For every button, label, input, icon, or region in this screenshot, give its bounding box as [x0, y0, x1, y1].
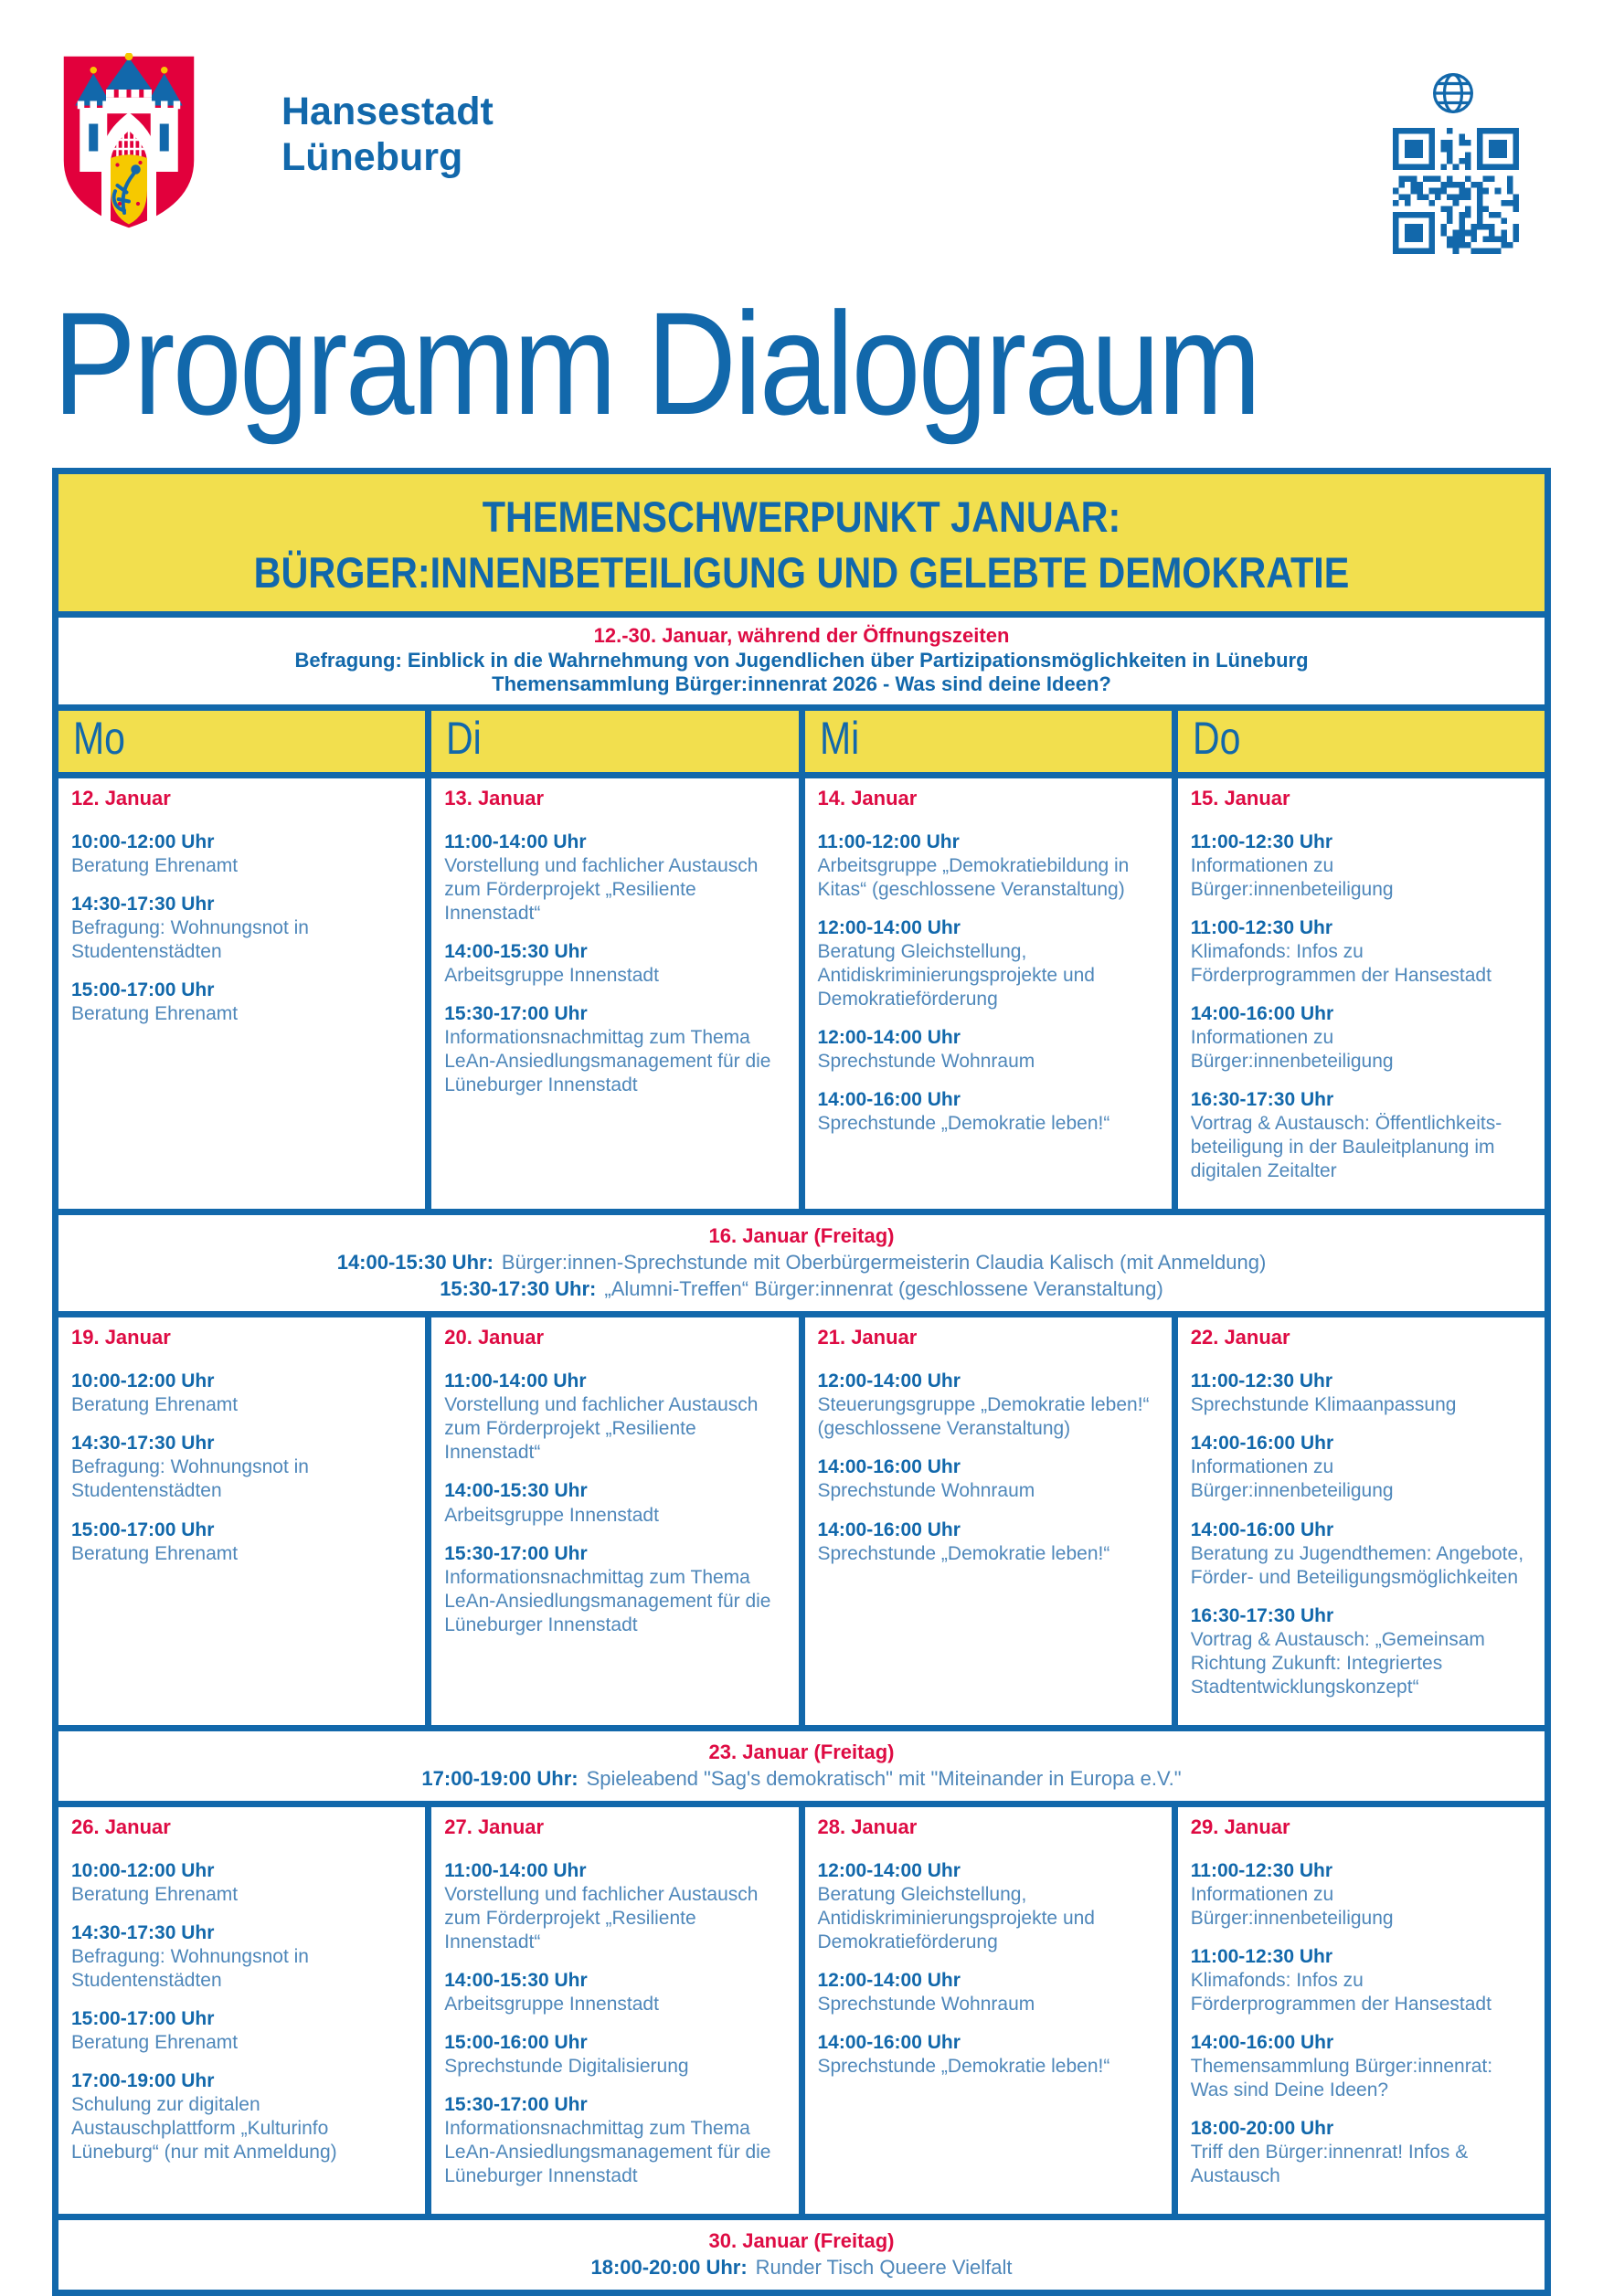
event-time: 11:00-12:30 Uhr	[1190, 831, 1333, 852]
intro-dates-line: 12.-30. Januar, während der Öffnungszeiten	[593, 624, 1010, 648]
date-label: 27. Januar	[444, 1815, 545, 1838]
day-header-di	[431, 711, 798, 772]
event	[1191, 916, 1532, 988]
event-desc: Informationsnachmittag zum Thema LeAn-Ansiedlungsmanagement für die Lüneburger Innenstadt	[444, 1566, 771, 1635]
event-time: 11:00-12:00 Uhr	[817, 831, 960, 852]
event	[818, 1026, 1159, 1074]
event-time: 11:00-12:30 Uhr	[1190, 1859, 1333, 1881]
event-desc: Themensammlung Bürger:innenrat: Was sind Deine Ideen?	[1190, 2056, 1493, 2101]
event	[71, 979, 412, 1026]
event	[818, 1370, 1159, 1441]
day-cell	[805, 1317, 1172, 1724]
event-time: 11:00-14:00 Uhr	[444, 831, 587, 852]
event	[444, 1969, 785, 2016]
friday-event-desc: Spieleabend "Sag's demokratisch" mit "Miteinander in Europa e.V."	[586, 1766, 1182, 1790]
event-time: 10:00-12:00 Uhr	[71, 831, 215, 852]
event-desc: Beratung Ehrenamt	[71, 2031, 239, 2053]
event	[1191, 1370, 1532, 1417]
event	[444, 940, 785, 988]
day-cell	[431, 1317, 798, 1724]
event-time: 14:00-16:00 Uhr	[817, 1089, 961, 1111]
event-desc: Beratung Ehrenamt	[71, 1394, 239, 1416]
event	[1191, 831, 1532, 902]
event	[818, 2031, 1159, 2079]
day-header-mo	[58, 711, 425, 772]
event-time: 11:00-12:30 Uhr	[1190, 1370, 1333, 1392]
org-name	[281, 90, 494, 181]
friday-line	[68, 2254, 1535, 2280]
event	[1191, 1002, 1532, 1074]
event-time: 14:00-16:00 Uhr	[1190, 2031, 1334, 2053]
day-cell	[431, 778, 798, 1209]
friday-banner	[58, 2220, 1545, 2290]
event-time: 14:00-15:30 Uhr	[444, 940, 588, 962]
friday-event-desc: Bürger:innen-Sprechstunde mit Oberbürgermeisterin Claudia Kalisch (mit Anmeldung)	[501, 1251, 1267, 1275]
event-time: 14:30-17:30 Uhr	[71, 893, 215, 915]
qr-code	[1393, 128, 1519, 254]
event-desc: Schulung zur digitalen Austauschplattform „Kulturinfo Lüneburg“ (nur mit Anmeldung)	[71, 2094, 337, 2164]
event-desc: Arbeitsgruppe Innenstadt	[444, 965, 659, 987]
event-desc: Befragung: Wohnungsnot in Studentenstädten	[71, 1945, 309, 1991]
event	[444, 1002, 785, 1097]
event	[71, 1921, 412, 1993]
event	[71, 1859, 412, 1907]
event-time: 15:30-17:00 Uhr	[444, 1003, 588, 1025]
friday-title: 23. Januar (Freitag)	[708, 1740, 895, 1763]
event	[444, 1479, 785, 1527]
friday-line	[68, 1765, 1535, 1792]
event	[818, 831, 1159, 902]
event-time: 12:00-14:00 Uhr	[817, 1969, 961, 1991]
event-time: 16:30-17:30 Uhr	[1190, 1604, 1334, 1626]
day-header-label: Do	[1192, 713, 1241, 765]
day-cell	[1178, 1807, 1545, 2214]
day-cell	[1178, 1317, 1545, 1724]
event-desc: Vortrag & Austausch: „Gemeinsam Richtung Zukunft: Integriertes Stadtentwicklungskonzept“	[1190, 1628, 1485, 1698]
event	[71, 1432, 412, 1503]
day-header-do	[1178, 711, 1545, 772]
event-time: 15:00-16:00 Uhr	[444, 2031, 588, 2053]
event	[71, 2069, 412, 2164]
event-desc: Steuerungsgruppe „Demokratie leben!“ (geschlossene Veranstaltung)	[817, 1394, 1150, 1440]
schedule-table	[52, 468, 1551, 2296]
event-desc: Vorstellung und fachlicher Austausch zum Förderprojekt „Resiliente Innenstadt“	[444, 1883, 759, 1952]
event-time: 12:00-14:00 Uhr	[817, 1027, 961, 1049]
friday-event-time: 17:00-19:00 Uhr:	[421, 1766, 579, 1790]
event-time: 16:30-17:30 Uhr	[1190, 1089, 1334, 1111]
event-time: 12:00-14:00 Uhr	[817, 916, 961, 938]
day-header-row	[58, 711, 1545, 772]
date-label: 21. Januar	[817, 1326, 918, 1349]
event	[71, 831, 412, 878]
event-time: 11:00-14:00 Uhr	[444, 1859, 587, 1881]
event	[818, 1088, 1159, 1136]
event-desc: Arbeitsgruppe „Demokratiebildung in Kitas“ (geschlossene Veranstaltung)	[817, 854, 1130, 900]
event-time: 14:00-15:30 Uhr	[444, 1480, 588, 1502]
event-time: 15:30-17:00 Uhr	[444, 1542, 588, 1564]
event-time: 15:00-17:00 Uhr	[71, 979, 215, 1001]
date-label: 14. Januar	[817, 786, 918, 809]
friday-title: 30. Januar (Freitag)	[708, 2229, 895, 2253]
event-desc: Befragung: Wohnungsnot in Studentenstädten	[71, 1456, 309, 1502]
friday-banner	[58, 1731, 1545, 1801]
event-time: 12:00-14:00 Uhr	[817, 1370, 961, 1392]
event-time: 14:00-16:00 Uhr	[817, 1456, 961, 1478]
event-desc: Sprechstunde Klimaanpassung	[1190, 1394, 1457, 1416]
friday-event-time: 15:30-17:30 Uhr:	[440, 1277, 597, 1301]
event-desc: Beratung Ehrenamt	[71, 1883, 239, 1905]
day-header-label: Mi	[819, 713, 859, 765]
event	[1191, 1604, 1532, 1699]
event-desc: Sprechstunde „Demokratie leben!“	[817, 1113, 1110, 1135]
event-desc: Beratung Gleichstellung, Antidiskriminierungsprojekte und Demokratieförderung	[817, 940, 1095, 1010]
event-time: 10:00-12:00 Uhr	[71, 1370, 215, 1392]
event	[818, 1859, 1159, 1954]
event-desc: Arbeitsgruppe Innenstadt	[444, 1993, 659, 2015]
page-title: Programm Dialograum	[53, 281, 1259, 445]
date-label: 29. Januar	[1190, 1815, 1290, 1838]
event-time: 14:00-15:30 Uhr	[444, 1969, 588, 1991]
friday-line	[68, 1275, 1535, 1302]
org-name-line1: Hansestadt	[281, 90, 494, 133]
event-desc: Befragung: Wohnungsnot in Studentenstädten	[71, 916, 309, 962]
friday-event-time: 18:00-20:00 Uhr:	[590, 2256, 748, 2280]
event-time: 14:30-17:30 Uhr	[71, 1921, 215, 1943]
day-cell	[58, 778, 425, 1209]
friday-line	[68, 1249, 1535, 1275]
org-name-line2: Lüneburg	[281, 134, 463, 179]
event-time: 12:00-14:00 Uhr	[817, 1859, 961, 1881]
event	[71, 893, 412, 964]
event-desc: Beratung Ehrenamt	[71, 854, 239, 876]
theme-banner-line2: BÜRGER:INNENBETEILIGUNG UND GELEBTE DEMOKRATIE	[253, 548, 1350, 598]
event-desc: Sprechstunde Digitalisierung	[444, 2056, 689, 2078]
event-desc: Beratung Ehrenamt	[71, 1542, 239, 1564]
event-desc: Informationsnachmittag zum Thema LeAn-Ansiedlungsmanagement für die Lüneburger Innenstadt	[444, 2118, 771, 2187]
event-time: 11:00-12:30 Uhr	[1190, 916, 1333, 938]
event	[1191, 1432, 1532, 1503]
theme-banner	[58, 474, 1545, 611]
event-desc: Klimafonds: Infos zu Förderprogrammen der Hansestadt	[1190, 940, 1492, 987]
event	[444, 2093, 785, 2188]
lueneburg-city-crest-logo	[60, 53, 197, 231]
event	[444, 1859, 785, 1954]
event	[818, 1518, 1159, 1566]
day-cell	[805, 778, 1172, 1209]
event-desc: Vortrag & Austausch: Öffentlichkeits-beteiligung in der Bauleitplanung im digitalen Zeitalter	[1190, 1113, 1502, 1182]
event-desc: Sprechstunde Wohnraum	[817, 1993, 1035, 2015]
event-desc: Beratung Gleichstellung, Antidiskriminierungsprojekte und Demokratieförderung	[817, 1883, 1095, 1952]
event	[444, 2031, 785, 2079]
intro-befragung-line: Befragung: Einblick in die Wahrnehmung von Jugendlichen über Partizipationsmöglichkeiten in Lüneburg	[294, 648, 1309, 672]
event	[1191, 1945, 1532, 2016]
event-time: 11:00-12:30 Uhr	[1190, 1945, 1333, 1967]
event	[444, 1370, 785, 1465]
day-cell	[431, 1807, 798, 2214]
date-label: 28. Januar	[817, 1815, 918, 1838]
week-row	[58, 1807, 1545, 2214]
day-cell	[58, 1807, 425, 2214]
week-row	[58, 778, 1545, 1209]
event-time: 14:00-16:00 Uhr	[1190, 1433, 1334, 1455]
event-desc: Arbeitsgruppe Innenstadt	[444, 1504, 659, 1526]
day-cell	[805, 1807, 1172, 2214]
event-desc: Sprechstunde „Demokratie leben!“	[817, 1542, 1110, 1564]
event-time: 11:00-14:00 Uhr	[444, 1370, 587, 1392]
event	[71, 1370, 412, 1417]
date-label: 22. Januar	[1190, 1326, 1290, 1349]
event-desc: Informationen zu Bürger:innenbeteiligung	[1190, 1883, 1394, 1929]
friday-title: 16. Januar (Freitag)	[708, 1224, 895, 1248]
day-header-label: Di	[446, 713, 482, 765]
event-time: 15:00-17:00 Uhr	[71, 1518, 215, 1540]
intro-themensammlung-line: Themensammlung Bürger:innenrat 2026 - Was sind deine Ideen?	[492, 672, 1111, 695]
event	[71, 1518, 412, 1566]
event-time: 14:00-16:00 Uhr	[817, 2031, 961, 2053]
header	[58, 48, 1551, 285]
week-row	[58, 1317, 1545, 1724]
event-time: 15:30-17:00 Uhr	[444, 2094, 588, 2116]
event-desc: Sprechstunde Wohnraum	[817, 1480, 1035, 1502]
event-desc: Beratung Ehrenamt	[71, 1003, 239, 1025]
event	[1191, 1088, 1532, 1183]
event-time: 14:00-16:00 Uhr	[1190, 1003, 1334, 1025]
date-label: 26. Januar	[71, 1815, 171, 1838]
event-desc: Informationen zu Bürger:innenbeteiligung	[1190, 1456, 1394, 1502]
event	[444, 1542, 785, 1637]
event-desc: Sprechstunde Wohnraum	[817, 1051, 1035, 1073]
event-time: 10:00-12:00 Uhr	[71, 1859, 215, 1881]
event-desc: Klimafonds: Infos zu Förderprogrammen der Hansestadt	[1190, 1969, 1492, 2015]
event-desc: Informationen zu Bürger:innenbeteiligung	[1190, 854, 1394, 900]
date-label: 13. Januar	[444, 786, 545, 809]
event	[1191, 2031, 1532, 2102]
event-desc: Vorstellung und fachlicher Austausch zum Förderprojekt „Resiliente Innenstadt“	[444, 1394, 759, 1464]
event-desc: Sprechstunde „Demokratie leben!“	[817, 2056, 1110, 2078]
day-cell	[58, 1317, 425, 1724]
friday-event-desc: „Alumni-Treffen“ Bürger:innenrat (geschlossene Veranstaltung)	[604, 1277, 1163, 1301]
date-label: 15. Januar	[1190, 786, 1290, 809]
date-label: 20. Januar	[444, 1326, 545, 1349]
event-time: 14:30-17:30 Uhr	[71, 1433, 215, 1455]
date-label: 12. Januar	[71, 786, 171, 809]
event	[818, 1455, 1159, 1503]
event	[1191, 1859, 1532, 1931]
globe-icon	[1431, 71, 1475, 115]
day-header-label: Mo	[73, 713, 125, 765]
day-header-mi	[805, 711, 1172, 772]
event	[444, 831, 785, 926]
event-desc: Triff den Bürger:innenrat! Infos & Austausch	[1190, 2142, 1469, 2187]
friday-event-desc: Runder Tisch Queere Vielfalt	[755, 2256, 1013, 2280]
friday-banner	[58, 1215, 1545, 1311]
event-time: 15:00-17:00 Uhr	[71, 2007, 215, 2029]
event-time: 14:00-16:00 Uhr	[817, 1518, 961, 1540]
event	[1191, 1518, 1532, 1590]
event	[1191, 2117, 1532, 2188]
event	[818, 1969, 1159, 2016]
event-desc: Beratung zu Jugendthemen: Angebote, Förder- und Beteiligungsmöglichkeiten	[1190, 1542, 1524, 1588]
date-label: 19. Januar	[71, 1326, 171, 1349]
event	[818, 916, 1159, 1011]
event-time: 18:00-20:00 Uhr	[1190, 2118, 1334, 2140]
event	[71, 2007, 412, 2055]
event-time: 14:00-16:00 Uhr	[1190, 1518, 1334, 1540]
event-time: 17:00-19:00 Uhr	[71, 2070, 215, 2092]
event-desc: Vorstellung und fachlicher Austausch zum Förderprojekt „Resiliente Innenstadt“	[444, 854, 759, 924]
day-cell	[1178, 778, 1545, 1209]
event-desc: Informationen zu Bürger:innenbeteiligung	[1190, 1027, 1394, 1073]
event-desc: Informationsnachmittag zum Thema LeAn-Ansiedlungsmanagement für die Lüneburger Innenstadt	[444, 1027, 771, 1096]
theme-banner-line1: THEMENSCHWERPUNKT JANUAR:	[482, 492, 1121, 541]
schedule-weeks	[58, 778, 1545, 2290]
friday-event-time: 14:00-15:30 Uhr:	[336, 1251, 494, 1275]
intro-section	[58, 618, 1545, 704]
